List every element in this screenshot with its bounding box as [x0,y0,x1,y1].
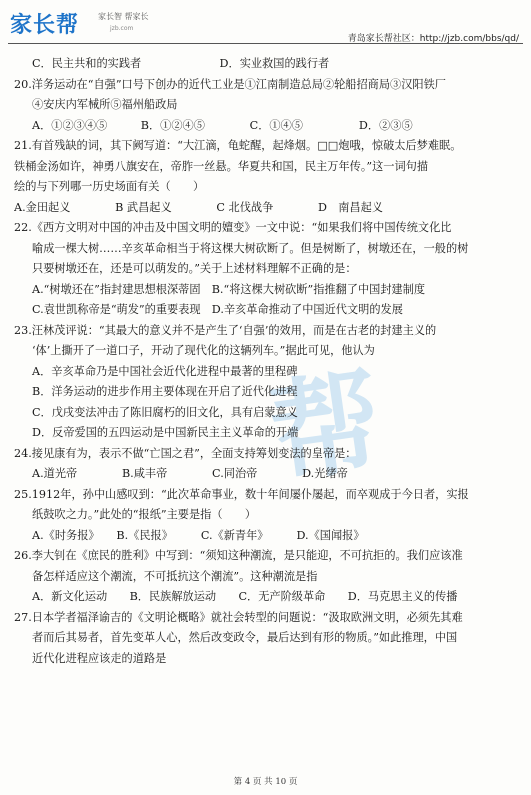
question-text: 铁桶金汤如许，神勇八旗安在，帝胙一丝悬。华夏共和国，民主万年传。”这一词句描 [14,159,429,173]
question-text: ‘体’上撕开了一道口子，开动了现代化的这辆列车。”据此可见，他认为 [32,344,375,357]
question-text: 只要树墩还在，还是可以萌发的。”关于上述材料理解不正确的是： [32,262,357,275]
options-24: A.道光帝 B.咸丰帝 C.同治帝 D.光绪帝 [32,467,348,480]
page-header [0,0,531,44]
option-line: A.“树墩还在”指封建思想根深蒂固 B.“将这棵大树砍断”指推翻了中国封建制度 [32,282,426,296]
question-text: 纸鼓吹之力。”此处的“报纸”主要是指（ ） [32,508,257,521]
options-21: A.金田起义 B 武昌起义 C 北伐战争 D 南昌起义 [14,200,383,214]
header-divider [8,43,523,44]
question-26: 26.李大钊在《庶民的胜利》中写到：“须知这种潮流，是只能迎，不可抗拒的。我们应该准 [14,549,463,562]
logo-slogan: 家长智 帮家长 [98,12,149,21]
option-line: C．戊戌变法冲击了陈旧腐朽的旧文化，具有启蒙意义 [32,405,298,419]
question-text: 近代化进程应该走的道路是 [32,651,167,665]
question-27: 27.日本学者福泽谕吉的《文明论概略》就社会转型的问题说：“汲取欧洲文明，必须先其难 [14,610,463,624]
option-line: A．辛亥革命乃是中国社会近代化进程中最著的里程碑 [32,364,298,378]
question-text: ④安庆内军械所⑤福州船政局 [32,98,178,111]
question-23: 23.汪林茂评说：“其最大的意义并不是产生了‘自强’的效用，而是在古老的封建主义的 [14,323,437,337]
options-25: A.《时务报》 B.《民报》 C.《新青年》 D.《国闻报》 [32,528,365,542]
exam-content [14,54,519,669]
question-text: 者而后其易者，首先变革人心，然后改变政令，最后达到有形的物质。”如此推理，中国 [32,631,458,644]
options-26: A．新文化运动 B．民族解放运动 C．无产阶级革命 D．马克思主义的传播 [32,590,458,603]
option-line: B．洋务运动的进步作用主要体现在开启了近代化进程 [32,385,298,398]
logo-site: jzb.com [110,25,134,32]
watermark: 帮 [262,357,384,499]
page-number: 第 4 页 共 10 页 [233,777,298,787]
question-text: 喻成一棵大树……辛亥革命相当于将这棵大树砍断了。但是树断了，树墩还在，一般的树 [32,241,469,255]
site-logo[interactable]: 家长帮 [10,13,80,38]
option-line: C.袁世凯称帝是“萌发”的重要表现 D.辛亥革命推动了中国近代文明的发展 [32,303,403,316]
question-22: 22.《西方文明对中国的冲击及中国文明的嬗变》一文中说：“如果我们将中国传统文化比 [14,221,452,234]
community-url[interactable]: 青岛家长帮社区：http://jzb.com/bbs/qd/ [347,34,519,44]
question-text: 备怎样适应这个潮流，不可抵抗这个潮流”。这种潮流是指 [32,569,318,583]
options-20: A．①②③④⑤ B．①②④⑤ C．①④⑤ D．②③⑤ [32,118,413,132]
question-21: 21.有首残缺的词，其下阙写道：“大江滴，龟蛇醒，起烽烟。□□炮哦，惊破太后梦难眠。 [14,139,462,152]
option-line: C．民主共和的实践者 D．实业救国的践行者 [32,57,330,70]
question-24: 24.接见康有为，表示不做“亡国之君”，全面支持筹划变法的皇帝是： [14,446,357,460]
option-line: D．反帝爱国的五四运动是中国新民主主义革命的开端 [32,426,299,439]
question-text: 绘的与下列哪一历史场面有关（ ） [14,180,205,193]
question-25: 25.1912年，孙中山感叹到：“此次革命事业，数十年间屡仆屡起，而卒观成于今日者，实报 [14,487,469,501]
question-20: 20.洋务运动在“自强”口号下创办的近代工业是①江南制造总局②轮船招商局③汉阳铁厂 [14,77,446,91]
